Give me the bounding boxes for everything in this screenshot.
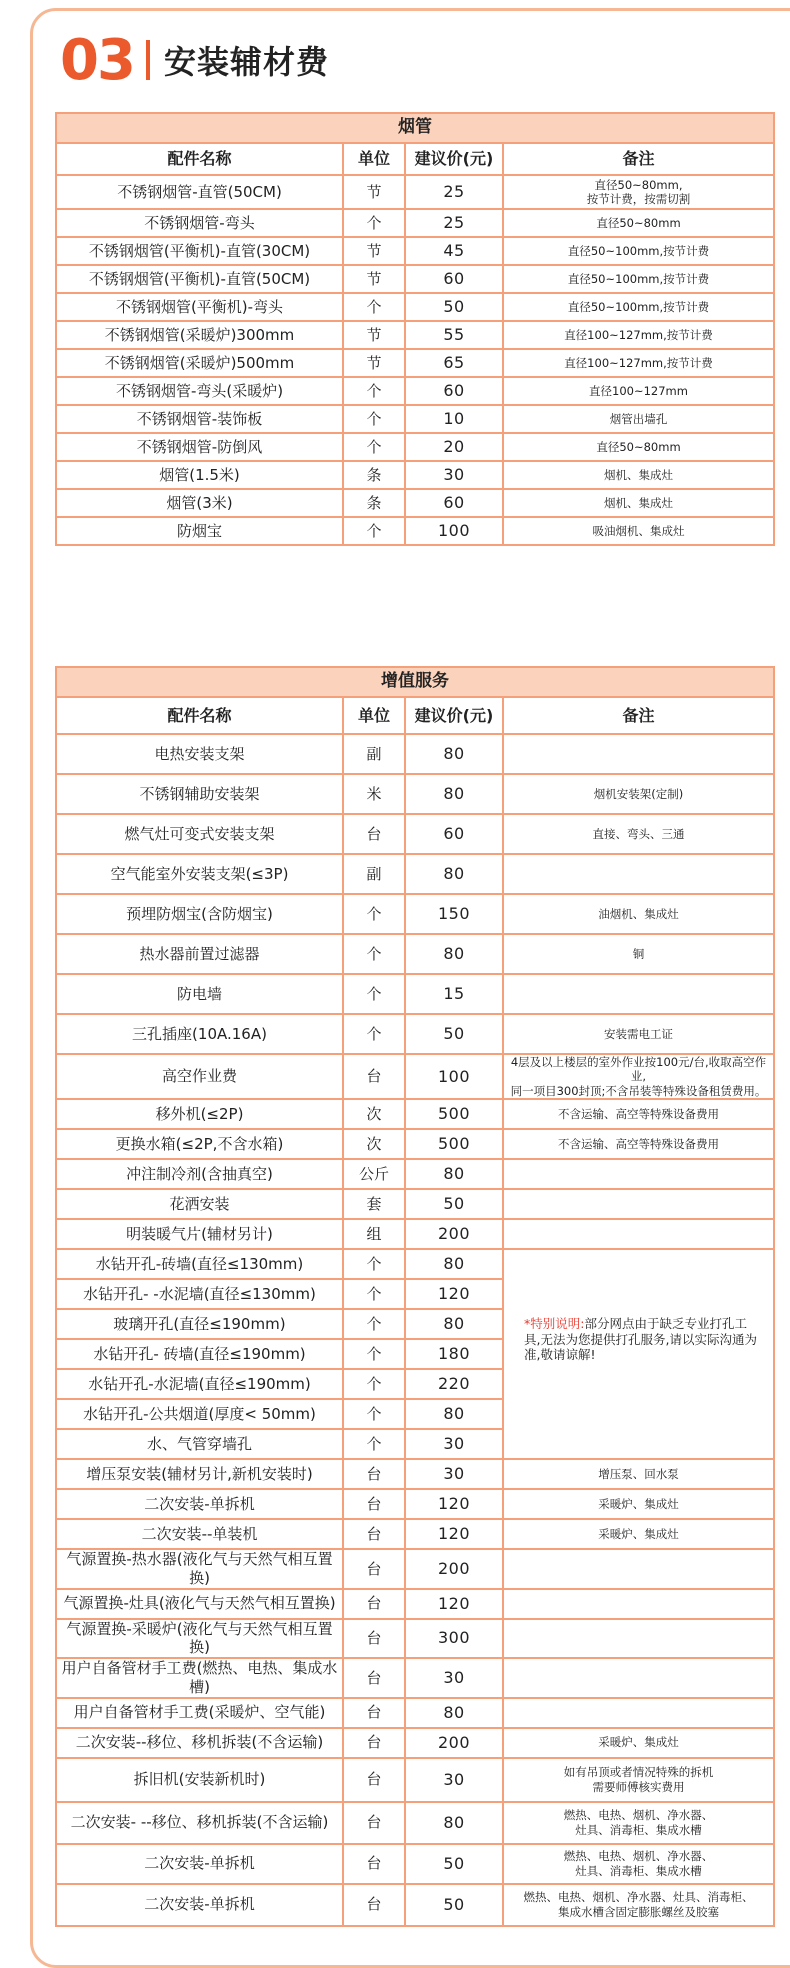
- price: 60: [405, 265, 503, 293]
- unit: 台: [343, 1489, 405, 1519]
- remark-line: 同一项目300封顶;不含吊装等特殊设备租赁费用。: [510, 1083, 767, 1098]
- section-title: 烟管: [56, 113, 774, 143]
- section-title: 增值服务: [56, 667, 774, 697]
- unit: 台: [343, 1549, 405, 1589]
- price: 80: [405, 1309, 503, 1339]
- price: 80: [405, 934, 503, 974]
- remark: [503, 321, 774, 349]
- unit: 台: [343, 1758, 405, 1802]
- table-row: [56, 814, 774, 854]
- remark-line: 直径100~127mm,按节计费: [564, 327, 713, 342]
- part-name: 烟管(1.5米): [56, 461, 343, 489]
- remark: [503, 1619, 774, 1659]
- value-added-services-table: [55, 666, 775, 1927]
- part-name: 二次安装-单拆机: [56, 1489, 343, 1519]
- remark-line: 4层及以上楼层的室外作业按100元/台,收取高空作业,: [510, 1055, 767, 1084]
- table-row: [56, 1802, 774, 1844]
- table-row: [56, 734, 774, 774]
- remark: [503, 894, 774, 934]
- remark: [503, 1459, 774, 1489]
- header-unit: 单位: [343, 697, 405, 734]
- remark-line: 烟机、集成灶: [604, 467, 673, 482]
- unit: 台: [343, 1698, 405, 1728]
- remark-line: 燃热、电热、烟机、净水器、灶具、消毒柜、: [523, 1890, 754, 1905]
- remark-line: 直径50~100mm,按节计费: [567, 299, 710, 314]
- price: 80: [405, 854, 503, 894]
- unit: 节: [343, 321, 405, 349]
- remark-line: 吸油烟机、集成灶: [592, 523, 685, 538]
- price: 80: [405, 1159, 503, 1189]
- part-name: 热水器前置过滤器: [56, 934, 343, 974]
- price: 60: [405, 377, 503, 405]
- unit: 次: [343, 1099, 405, 1129]
- table-row: [56, 1549, 774, 1589]
- table-row: [56, 1129, 774, 1159]
- price: 25: [405, 209, 503, 237]
- price: 80: [405, 1249, 503, 1279]
- unit: 台: [343, 1844, 405, 1884]
- table-row: [56, 1658, 774, 1698]
- header-part-name: 配件名称: [56, 143, 343, 175]
- part-name: 高空作业费: [56, 1054, 343, 1099]
- remark: [503, 349, 774, 377]
- remark-line: 铜: [632, 946, 645, 961]
- remark: [503, 1549, 774, 1589]
- price: 15: [405, 974, 503, 1014]
- remark: [503, 433, 774, 461]
- remark-line: 直径50~80mm: [596, 215, 681, 230]
- table-row: [56, 461, 774, 489]
- price: 50: [405, 1014, 503, 1054]
- part-name: 冲注制冷剂(含抽真空): [56, 1159, 343, 1189]
- price: 80: [405, 1802, 503, 1844]
- part-name: 防烟宝: [56, 517, 343, 545]
- remark: [503, 377, 774, 405]
- remark: [503, 734, 774, 774]
- price: 500: [405, 1129, 503, 1159]
- part-name: 增压泵安装(辅材另计,新机安装时): [56, 1459, 343, 1489]
- remark-line: 直径50~100mm,按节计费: [567, 271, 710, 286]
- part-name: 不锈钢烟管(平衡机)-直管(50CM): [56, 265, 343, 293]
- part-name: 二次安装--移位、移机拆装(不含运输): [56, 1728, 343, 1758]
- price: 80: [405, 1399, 503, 1429]
- header-price: 建议价(元): [405, 697, 503, 734]
- price: 180: [405, 1339, 503, 1369]
- remark-line: 直径50~80mm: [596, 439, 681, 454]
- remark: [503, 1728, 774, 1758]
- unit: 个: [343, 934, 405, 974]
- remark: [503, 517, 774, 545]
- remark-line: 直接、弯头、三通: [592, 826, 685, 841]
- remark-line: 安装需电工证: [604, 1026, 673, 1041]
- unit: 个: [343, 894, 405, 934]
- remark-line: 直径50~100mm,按节计费: [567, 243, 710, 258]
- remark: [503, 1219, 774, 1249]
- part-name: 烟管(3米): [56, 489, 343, 517]
- part-name: 不锈钢烟管(平衡机)-弯头: [56, 293, 343, 321]
- remark: [503, 237, 774, 265]
- remark: [503, 814, 774, 854]
- remark-line: 烟管出墙孔: [609, 411, 668, 426]
- part-name: 气源置换-采暖炉(液化气与天然气相互置换): [56, 1619, 343, 1659]
- remark-line: 采暖炉、集成灶: [598, 1735, 679, 1750]
- table-row: [56, 433, 774, 461]
- table-row: [56, 1014, 774, 1054]
- price: 80: [405, 734, 503, 774]
- remark: [503, 1189, 774, 1219]
- remark-line: 直径100~127mm,按节计费: [564, 355, 713, 370]
- price: 30: [405, 1658, 503, 1698]
- unit: 次: [343, 1129, 405, 1159]
- unit: 节: [343, 349, 405, 377]
- part-name: 更换水箱(≤2P,不含水箱): [56, 1129, 343, 1159]
- unit: 台: [343, 1802, 405, 1844]
- price: 120: [405, 1519, 503, 1549]
- special-note: [503, 1249, 774, 1459]
- table-row: [56, 349, 774, 377]
- header-part-name: 配件名称: [56, 697, 343, 734]
- part-name: 二次安装- --移位、移机拆装(不含运输): [56, 1802, 343, 1844]
- part-name: 燃气灶可变式安装支架: [56, 814, 343, 854]
- price: 30: [405, 461, 503, 489]
- remark-line: 燃热、电热、烟机、净水器、: [563, 1808, 714, 1823]
- price: 60: [405, 489, 503, 517]
- header-remark: 备注: [503, 143, 774, 175]
- remark: [503, 265, 774, 293]
- price: 30: [405, 1758, 503, 1802]
- remark-line: 烟机、集成灶: [604, 495, 673, 510]
- table-row: [56, 293, 774, 321]
- remark: [503, 1844, 774, 1884]
- part-name: 水钻开孔-砖墙(直径≤130mm): [56, 1249, 343, 1279]
- unit: 台: [343, 1519, 405, 1549]
- part-name: 不锈钢烟管-直管(50CM): [56, 175, 343, 209]
- table-row: [56, 1619, 774, 1659]
- price: 55: [405, 321, 503, 349]
- table-row: [56, 1844, 774, 1884]
- table-row: [56, 175, 774, 209]
- part-name: 电热安装支架: [56, 734, 343, 774]
- price: 200: [405, 1219, 503, 1249]
- part-name: 三孔插座(10A.16A): [56, 1014, 343, 1054]
- unit: 个: [343, 1309, 405, 1339]
- remark: [503, 1099, 774, 1129]
- part-name: 水钻开孔- -水泥墙(直径≤130mm): [56, 1279, 343, 1309]
- price: 80: [405, 1698, 503, 1728]
- special-note-label: *特别说明:: [524, 1316, 585, 1332]
- table-row: [56, 1489, 774, 1519]
- part-name: 水钻开孔-公共烟道(厚度< 50mm): [56, 1399, 343, 1429]
- table-row: [56, 265, 774, 293]
- unit: 台: [343, 1658, 405, 1698]
- part-name: 花洒安装: [56, 1189, 343, 1219]
- unit: 台: [343, 1589, 405, 1619]
- remark-line: 按节计费，按需切割: [586, 192, 691, 206]
- unit: 台: [343, 1054, 405, 1099]
- table-row: [56, 934, 774, 974]
- column-header-row: [56, 143, 774, 175]
- part-name: 拆旧机(安装新机时): [56, 1758, 343, 1802]
- remark-line: 采暖炉、集成灶: [598, 1496, 679, 1511]
- price: 30: [405, 1429, 503, 1459]
- remark: [503, 1884, 774, 1926]
- remark-line: 不含运输、高空等特殊设备费用: [558, 1136, 719, 1151]
- price: 80: [405, 774, 503, 814]
- price: 120: [405, 1489, 503, 1519]
- price: 150: [405, 894, 503, 934]
- table-row: [56, 1698, 774, 1728]
- remark: [503, 774, 774, 814]
- part-name: 不锈钢烟管-装饰板: [56, 405, 343, 433]
- remark: [503, 175, 774, 209]
- price: 60: [405, 814, 503, 854]
- header-price: 建议价(元): [405, 143, 503, 175]
- part-name: 不锈钢烟管(平衡机)-直管(30CM): [56, 237, 343, 265]
- part-name: 水、气管穿墙孔: [56, 1429, 343, 1459]
- price: 20: [405, 433, 503, 461]
- unit: 个: [343, 1429, 405, 1459]
- remark: [503, 854, 774, 894]
- remark: [503, 974, 774, 1014]
- table-row: [56, 1054, 774, 1099]
- table-row: [56, 321, 774, 349]
- remark-line: 不含运输、高空等特殊设备费用: [558, 1106, 719, 1121]
- remark: [503, 209, 774, 237]
- remark: [503, 1589, 774, 1619]
- table-row: [56, 517, 774, 545]
- unit: 个: [343, 1014, 405, 1054]
- unit: 副: [343, 734, 405, 774]
- price: 120: [405, 1589, 503, 1619]
- remark-line: 如有吊顶或者情况特殊的拆机: [563, 1765, 714, 1780]
- unit: 米: [343, 774, 405, 814]
- section-header: [60, 20, 329, 100]
- remark: [503, 1014, 774, 1054]
- remark: [503, 1698, 774, 1728]
- table-row: [56, 894, 774, 934]
- section-title: 安装辅材费: [163, 43, 329, 81]
- part-name: 玻璃开孔(直径≤190mm): [56, 1309, 343, 1339]
- price: 30: [405, 1459, 503, 1489]
- unit: 个: [343, 517, 405, 545]
- unit: 个: [343, 293, 405, 321]
- remark-line: 集成水槽含固定膨胀螺丝及胶塞: [558, 1904, 719, 1919]
- flue-pipe-table: [55, 112, 775, 546]
- part-name: 移外机(≤2P): [56, 1099, 343, 1129]
- unit: 条: [343, 489, 405, 517]
- remark-line: 采暖炉、集成灶: [598, 1526, 679, 1541]
- remark: [503, 934, 774, 974]
- part-name: 不锈钢辅助安装架: [56, 774, 343, 814]
- unit: 节: [343, 175, 405, 209]
- unit: 节: [343, 265, 405, 293]
- part-name: 预埋防烟宝(含防烟宝): [56, 894, 343, 934]
- unit: 个: [343, 1339, 405, 1369]
- price: 300: [405, 1619, 503, 1659]
- price: 200: [405, 1728, 503, 1758]
- part-name: 防电墙: [56, 974, 343, 1014]
- remark: [503, 1129, 774, 1159]
- table-row: [56, 1099, 774, 1129]
- table-row: [56, 974, 774, 1014]
- price: 50: [405, 1884, 503, 1926]
- table-row: [56, 1519, 774, 1549]
- unit: 台: [343, 1619, 405, 1659]
- table-row: [56, 1249, 774, 1279]
- remark: [503, 489, 774, 517]
- price: 50: [405, 293, 503, 321]
- unit: 个: [343, 405, 405, 433]
- price: 500: [405, 1099, 503, 1129]
- price: 50: [405, 1844, 503, 1884]
- remark-line: 增压泵、回水泵: [598, 1466, 679, 1481]
- unit: 个: [343, 433, 405, 461]
- price: 200: [405, 1549, 503, 1589]
- table-row: [56, 1589, 774, 1619]
- price: 120: [405, 1279, 503, 1309]
- price: 10: [405, 405, 503, 433]
- remark: [503, 1658, 774, 1698]
- remark-line: 油烟机、集成灶: [598, 906, 679, 921]
- price: 100: [405, 517, 503, 545]
- table-row: [56, 377, 774, 405]
- table-row: [56, 774, 774, 814]
- remark-line: 烟机安装架(定制): [593, 786, 684, 801]
- column-header-row: [56, 697, 774, 734]
- table-row: [56, 489, 774, 517]
- table-row: [56, 209, 774, 237]
- part-name: 水钻开孔- 砖墙(直径≤190mm): [56, 1339, 343, 1369]
- unit: 个: [343, 1279, 405, 1309]
- unit: 个: [343, 377, 405, 405]
- price: 65: [405, 349, 503, 377]
- header-divider: [146, 40, 150, 80]
- unit: 台: [343, 1728, 405, 1758]
- remark: [503, 1159, 774, 1189]
- remark-line: 灶具、消毒柜、集成水槽: [575, 1822, 702, 1837]
- table-row: [56, 1219, 774, 1249]
- part-name: 二次安装-单拆机: [56, 1844, 343, 1884]
- remark-line: 需要师傅核实费用: [592, 1779, 685, 1794]
- part-name: 不锈钢烟管(采暖炉)300mm: [56, 321, 343, 349]
- part-name: 明装暖气片(辅材另计): [56, 1219, 343, 1249]
- remark: [503, 1489, 774, 1519]
- price: 220: [405, 1369, 503, 1399]
- remark: [503, 1519, 774, 1549]
- unit: 个: [343, 1249, 405, 1279]
- part-name: 气源置换-热水器(液化气与天然气相互置换): [56, 1549, 343, 1589]
- unit: 条: [343, 461, 405, 489]
- unit: 台: [343, 1459, 405, 1489]
- header-remark: 备注: [503, 697, 774, 734]
- unit: 副: [343, 854, 405, 894]
- unit: 个: [343, 1399, 405, 1429]
- part-name: 用户自备管材手工费(燃热、电热、集成水槽): [56, 1658, 343, 1698]
- table-row: [56, 237, 774, 265]
- price: 25: [405, 175, 503, 209]
- table-row: [56, 1159, 774, 1189]
- unit: 组: [343, 1219, 405, 1249]
- remark: [503, 461, 774, 489]
- price: 100: [405, 1054, 503, 1099]
- section-title-row: [56, 667, 774, 697]
- part-name: 空气能室外安装支架(≤3P): [56, 854, 343, 894]
- table-row: [56, 1459, 774, 1489]
- section-title-row: [56, 113, 774, 143]
- table-row: [56, 405, 774, 433]
- part-name: 二次安装--单装机: [56, 1519, 343, 1549]
- special-note-text: 部分网点由于缺乏专业打孔工具,无法为您提供打孔服务,请以实际沟通为准,敬请谅解!: [524, 1316, 757, 1363]
- unit: 节: [343, 237, 405, 265]
- table-row: [56, 854, 774, 894]
- remark: [503, 405, 774, 433]
- part-name: 水钻开孔-水泥墙(直径≤190mm): [56, 1369, 343, 1399]
- remark-line: 燃热、电热、烟机、净水器、: [563, 1849, 714, 1864]
- part-name: 不锈钢烟管(采暖炉)500mm: [56, 349, 343, 377]
- table-row: [56, 1189, 774, 1219]
- unit: 套: [343, 1189, 405, 1219]
- part-name: 不锈钢烟管-弯头: [56, 209, 343, 237]
- unit: 公斤: [343, 1159, 405, 1189]
- table-row: [56, 1884, 774, 1926]
- price: 45: [405, 237, 503, 265]
- part-name: 不锈钢烟管-弯头(采暖炉): [56, 377, 343, 405]
- unit: 台: [343, 1884, 405, 1926]
- section-number: 03: [60, 27, 134, 93]
- table-row: [56, 1728, 774, 1758]
- unit: 台: [343, 814, 405, 854]
- part-name: 不锈钢烟管-防倒风: [56, 433, 343, 461]
- header-unit: 单位: [343, 143, 405, 175]
- part-name: 用户自备管材手工费(采暖炉、空气能): [56, 1698, 343, 1728]
- table-row: [56, 1758, 774, 1802]
- part-name: 二次安装-单拆机: [56, 1884, 343, 1926]
- unit: 个: [343, 1369, 405, 1399]
- remark: [503, 1054, 774, 1099]
- remark-line: 灶具、消毒柜、集成水槽: [575, 1863, 702, 1878]
- part-name: 气源置换-灶具(液化气与天然气相互置换): [56, 1589, 343, 1619]
- remark: [503, 1758, 774, 1802]
- remark-line: 直径50~80mm,: [594, 177, 683, 192]
- remark-line: 直径100~127mm: [589, 383, 688, 398]
- remark: [503, 1802, 774, 1844]
- remark: [503, 293, 774, 321]
- unit: 个: [343, 974, 405, 1014]
- unit: 个: [343, 209, 405, 237]
- price: 50: [405, 1189, 503, 1219]
